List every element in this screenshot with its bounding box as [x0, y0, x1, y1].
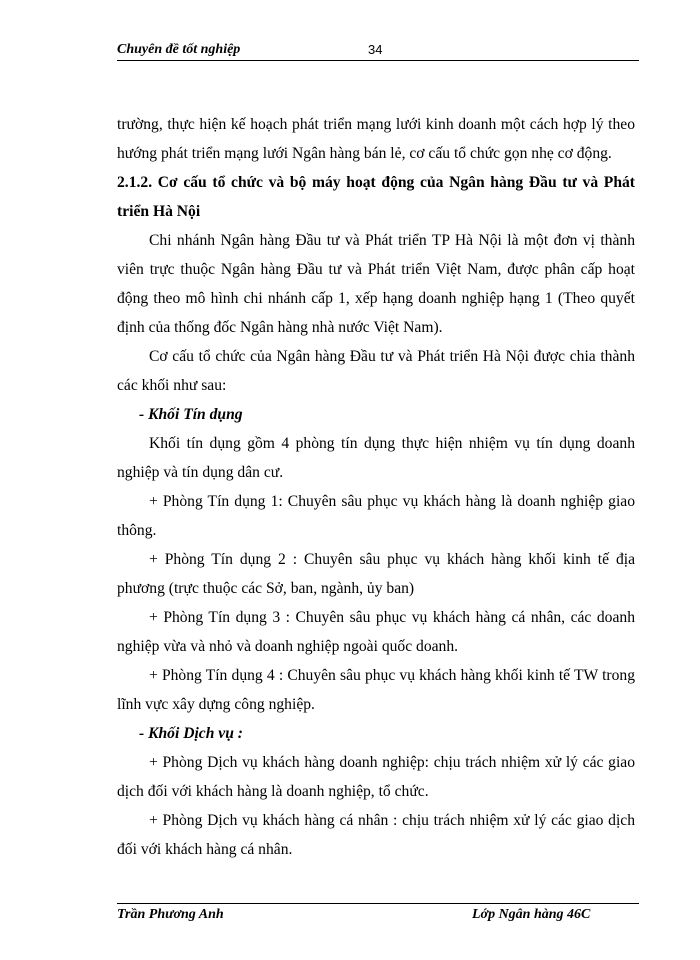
- list-item-credit-2: + Phòng Tín dụng 2 : Chuyên sâu phục vụ khách hàng khối kinh tế địa phương (trực thuộc các Sở, ban, ngành, ủy ban): [117, 551, 635, 597]
- list-item-credit-1: + Phòng Tín dụng 1: Chuyên sâu phục vụ khách hàng là doanh nghiệp giao thông.: [117, 493, 635, 539]
- list-item-service-corporate: + Phòng Dịch vụ khách hàng doanh nghiệp: chịu trách nhiệm xử lý các giao dịch đối với khách hàng là doanh nghiệp, tổ chức.: [117, 754, 635, 800]
- paragraph-structure-intro: Cơ cấu tổ chức của Ngân hàng Đầu tư và Phát triển Hà Nội được chia thành các khối như sau:: [117, 348, 635, 394]
- author-name: Trần Phương Anh: [117, 907, 224, 922]
- subheading-credit-block: - Khối Tín dụng: [139, 406, 243, 423]
- document-body: [117, 110, 635, 864]
- page-header: [117, 40, 639, 61]
- class-name: Lớp Ngân hàng 46C: [472, 907, 591, 922]
- list-item-credit-3: + Phòng Tín dụng 3 : Chuyên sâu phục vụ khách hàng cá nhân, các doanh nghiệp vừa và nhỏ và doanh nghiệp ngoài quốc doanh.: [117, 609, 635, 655]
- list-item-credit-4: + Phòng Tín dụng 4 : Chuyên sâu phục vụ khách hàng khối kinh tế TW trong lĩnh vực xây dựng công nghiệp.: [117, 667, 635, 713]
- paragraph-credit-block: Khối tín dụng gồm 4 phòng tín dụng thực hiện nhiệm vụ tín dụng doanh nghiệp và tín dụng dân cư.: [117, 435, 635, 481]
- section-heading: 2.1.2. Cơ cấu tổ chức và bộ máy hoạt động của Ngân hàng Đầu tư và Phát triển Hà Nội: [117, 174, 635, 220]
- document-title: Chuyên đề tốt nghiệp: [117, 42, 241, 57]
- list-item-service-individual: + Phòng Dịch vụ khách hàng cá nhân : chịu trách nhiệm xử lý các giao dịch đối với khách hàng cá nhân.: [117, 812, 635, 858]
- page-footer: [117, 903, 639, 922]
- page-number: 34: [368, 42, 383, 57]
- paragraph-branch-intro: Chi nhánh Ngân hàng Đầu tư và Phát triển TP Hà Nội là một đơn vị thành viên trực thuộc Ngân hàng Đầu tư và Phát triển Việt Nam, được phân cấp hoạt động theo mô hình chi nhánh cấp 1, xếp hạng doanh nghiệp hạng 1 (Theo quyết định của thống đốc Ngân hàng nhà nước Việt Nam).: [117, 232, 635, 336]
- subheading-service-block: - Khối Dịch vụ :: [139, 725, 243, 742]
- paragraph-continuation: trường, thực hiện kế hoạch phát triển mạng lưới kinh doanh một cách hợp lý theo hướng phát triển mạng lưới Ngân hàng bán lẻ, cơ cấu tổ chức gọn nhẹ cơ động.: [117, 116, 635, 162]
